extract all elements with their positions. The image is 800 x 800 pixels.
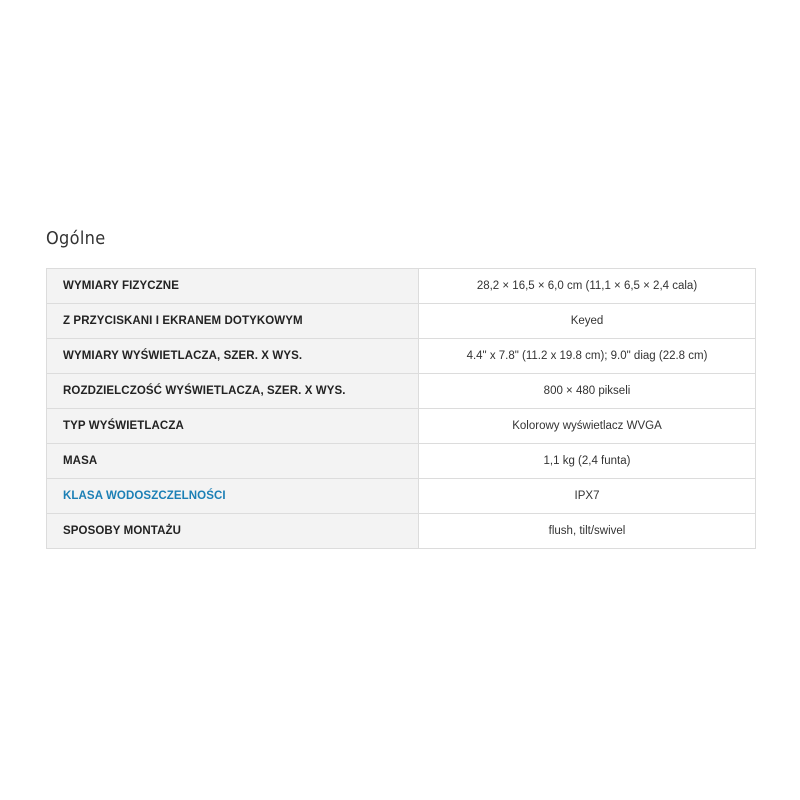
table-row (47, 339, 756, 374)
spec-value: Keyed (419, 304, 756, 339)
specs-table (46, 268, 756, 549)
table-row (47, 444, 756, 479)
spec-key: WYMIARY WYŚWIETLACZA, SZER. X WYS. (47, 339, 419, 374)
spec-key: MASA (47, 444, 419, 479)
table-row (47, 304, 756, 339)
waterproof-rating-link[interactable]: KLASA WODOSZCZELNOŚCI (47, 479, 419, 514)
table-row (47, 269, 756, 304)
spec-value: IPX7 (419, 479, 756, 514)
spec-key: SPOSOBY MONTAŻU (47, 514, 419, 549)
spec-value: 4.4" x 7.8" (11.2 x 19.8 cm); 9.0" diag (22.8 cm) (419, 339, 756, 374)
spec-value: 800 × 480 pikseli (419, 374, 756, 409)
spec-key: ROZDZIELCZOŚĆ WYŚWIETLACZA, SZER. X WYS. (47, 374, 419, 409)
spec-value: flush, tilt/swivel (419, 514, 756, 549)
table-row (47, 409, 756, 444)
spec-value: 28,2 × 16,5 × 6,0 cm (11,1 × 6,5 × 2,4 cala) (419, 269, 756, 304)
table-row (47, 374, 756, 409)
table-row (47, 514, 756, 549)
table-row (47, 479, 756, 514)
section-title: Ogólne (46, 228, 106, 249)
spec-value: Kolorowy wyświetlacz WVGA (419, 409, 756, 444)
spec-key: TYP WYŚWIETLACZA (47, 409, 419, 444)
spec-key: WYMIARY FIZYCZNE (47, 269, 419, 304)
spec-value: 1,1 kg (2,4 funta) (419, 444, 756, 479)
spec-key: Z PRZYCISKANI I EKRANEM DOTYKOWYM (47, 304, 419, 339)
